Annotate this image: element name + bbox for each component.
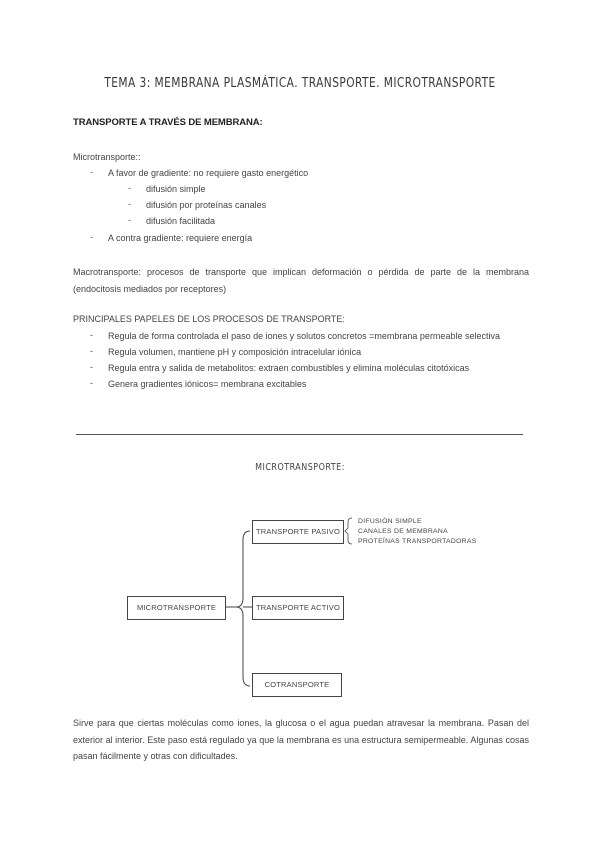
diagram-branch-pasivo: TRANSPORTE PASIVO	[252, 520, 344, 544]
papeles-item: Regula de forma controlada el paso de iones y solutos concretos =membrana permeable selectiva	[108, 331, 500, 341]
microtransporte-label: Microtransporte::	[73, 152, 141, 162]
favor-subitem: difusión facilitada	[146, 216, 216, 226]
contra-gradiente-item: A contra gradiente: requiere energía	[108, 233, 253, 243]
diagram-branch-activo: TRANSPORTE ACTIVO	[252, 596, 344, 620]
diagram-title: MICROTRANSPORTE:	[255, 462, 345, 473]
papeles-item: Regula entra y salida de metabolitos: extraen combustibles y elimina moléculas citotóxicas	[108, 363, 470, 373]
favor-gradiente-item: A favor de gradiente: no requiere gasto energético	[108, 168, 309, 178]
branch-brace	[236, 531, 250, 686]
diagram-root-box: MICROTRANSPORTE	[127, 596, 226, 620]
bullet-dash: -	[90, 330, 93, 340]
section-heading: TRANSPORTE A TRAVÉS DE MEMBRANA:	[73, 117, 263, 128]
pasivo-subitem: PROTEÍNAS TRANSPORTADORAS	[358, 538, 477, 545]
pasivo-brace	[345, 518, 352, 544]
pasivo-subitem: DIFUSIÓN SIMPLE	[358, 518, 422, 525]
bullet-dash: -	[90, 346, 93, 356]
page-title: TEMA 3: MEMBRANA PLASMÁTICA. TRANSPORTE. MICROTRANSPORTE	[104, 76, 496, 91]
bullet-dash: -	[90, 232, 93, 242]
bullet-dash: -	[128, 199, 131, 209]
bullet-dash: -	[90, 378, 93, 388]
favor-subitem: difusión simple	[146, 184, 206, 194]
pasivo-subitem: CANALES DE MEMBRANA	[358, 528, 448, 535]
favor-subitem: difusión por proteínas canales	[146, 200, 267, 210]
bullet-dash: -	[90, 167, 93, 177]
papeles-heading: PRINCIPALES PAPELES DE LOS PROCESOS DE TRANSPORTE:	[73, 314, 345, 324]
papeles-item: Regula volumen, mantiene pH y composición intracelular iónica	[108, 347, 362, 357]
bullet-dash: -	[128, 215, 131, 225]
macrotransporte-paragraph: Macrotransporte: procesos de transporte que implican deformación o pérdida de parte de la membrana (endocitosis mediados por receptores)	[73, 267, 529, 294]
papeles-item: Genera gradientes iónicos= membrana excitables	[108, 379, 307, 389]
diagram-branch-cotransporte: COTRANSPORTE	[252, 673, 342, 697]
bullet-dash: -	[90, 362, 93, 372]
bullet-dash: -	[128, 183, 131, 193]
closing-paragraph: Sirve para que ciertas moléculas como iones, la glucosa o el agua puedan atravesar la membrana. Pasan del exterior al interior. Este paso está regulado ya que la membrana es una estructura semipermeable. Algunas cosas pasan fácilmente y otras con dificultades.	[73, 718, 529, 761]
